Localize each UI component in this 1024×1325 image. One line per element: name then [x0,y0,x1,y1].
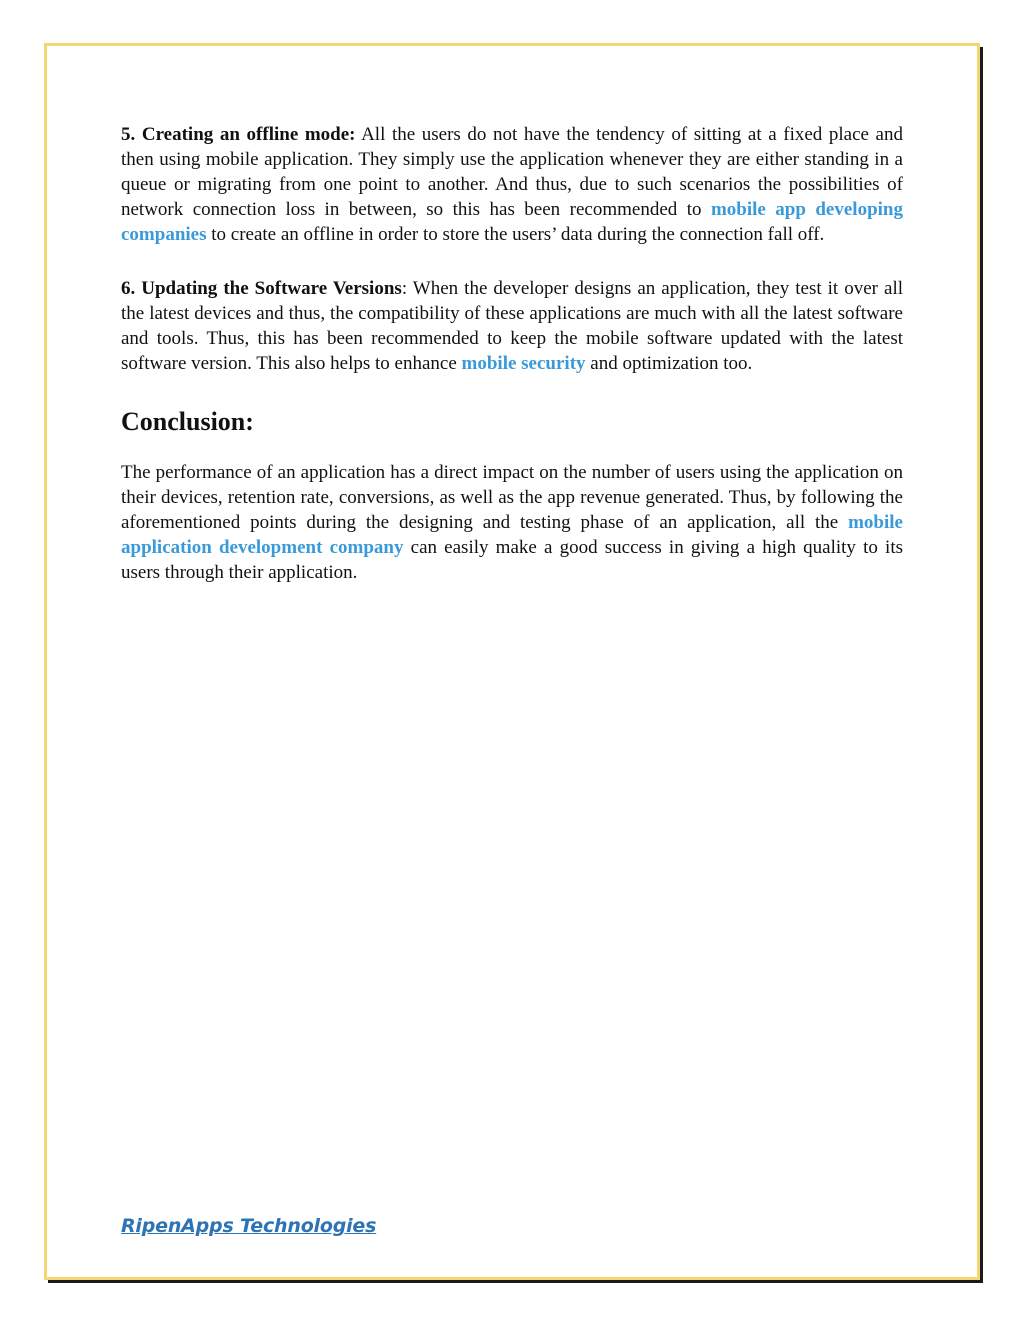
conclusion-heading: Conclusion: [121,407,254,436]
conclusion-text-end: can easily make a good success in giving a high quality to its users through their application. [121,537,903,583]
section-software-versions-text: : When the developer designs an application, they test it over all the latest devices and thus, the compatibility of these applications are much with all the latest software and tools. Thus, this has been recommended to keep the mobile software updated with the latest software version. This also helps to enhance [121,278,903,374]
document-body [121,122,903,585]
link-mobile-application-development-company[interactable]: mobile application development company [121,512,903,558]
section-offline-mode-text: All the users do not have the tendency of sitting at a fixed place and then using mobile application. They simply use the application whenever they are either standing in a queue or migrating from one point to another. And thus, due to such scenarios the possibilities of network connection loss in between, so this has been recommended to [121,124,903,220]
section-software-versions [121,276,903,376]
section-offline-mode-text-end: to create an offline in order to store the users’ data during the connection fall off. [206,224,825,245]
link-mobile-security[interactable]: mobile security [461,353,586,374]
conclusion-paragraph [121,460,903,585]
conclusion-text: The performance of an application has a direct impact on the number of users using the application on their devices, retention rate, conversions, as well as the app revenue generated. Thus, by following the aforementioned points during the designing and testing phase of an application, all the [121,462,903,533]
link-mobile-app-developing-companies[interactable]: mobile app developing companies [121,199,903,245]
section-software-versions-heading: 6. Updating the Software Versions [121,278,402,299]
section-offline-mode-heading: 5. Creating an offline mode: [121,124,356,145]
section-software-versions-text-end: and optimization too. [585,353,753,374]
section-offline-mode [121,122,903,247]
footer-brand-link[interactable]: RipenApps Technologies [121,1215,377,1237]
